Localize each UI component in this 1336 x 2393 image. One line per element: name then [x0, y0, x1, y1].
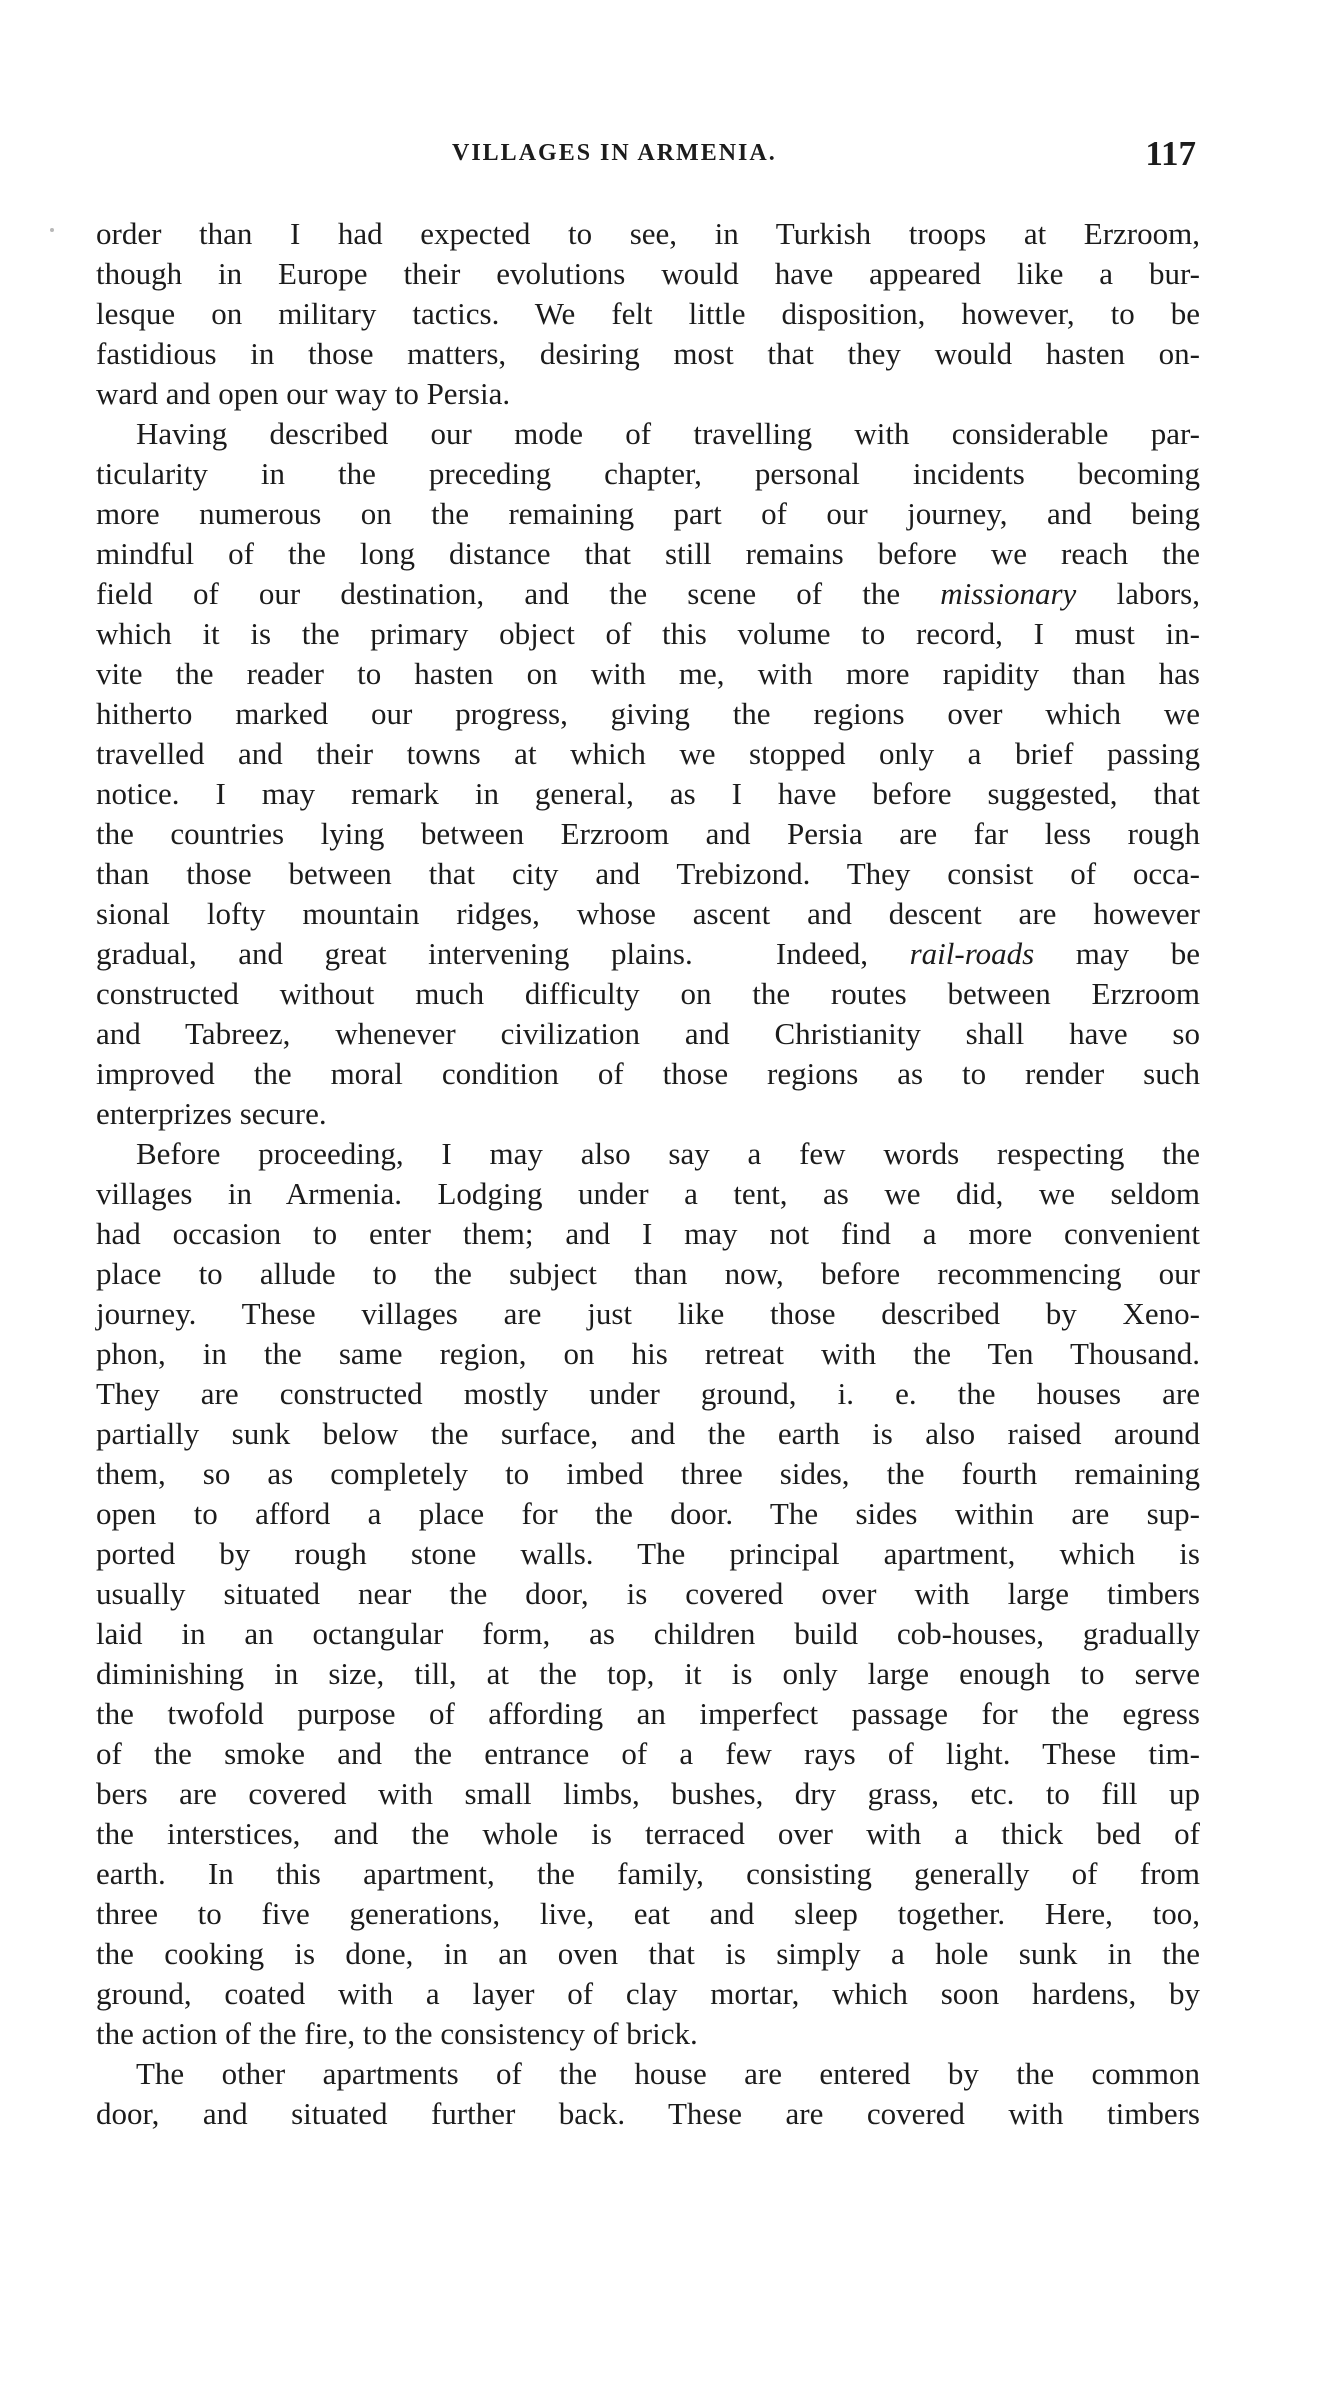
- text-line: than those between that city and Trebizond. They consist of occa-: [96, 856, 1200, 891]
- text-line: open to afford a place for the door. The sides within are sup-: [96, 1496, 1200, 1531]
- text-line: ticularity in the preceding chapter, personal incidents becoming: [96, 456, 1200, 491]
- text-line: Before proceeding, I may also say a few words respecting the: [136, 1136, 1200, 1171]
- text-line: ward and open our way to Persia.: [96, 376, 511, 411]
- text-line: more numerous on the remaining part of our journey, and being: [96, 496, 1200, 531]
- text-line: the twofold purpose of affording an imperfect passage for the egress: [96, 1696, 1200, 1731]
- text-line: ground, coated with a layer of clay mortar, which soon hardens, by: [96, 1976, 1200, 2011]
- text-line: [96, 934, 1200, 974]
- running-title: VILLAGES IN ARMENIA.: [452, 140, 777, 166]
- text-line: constructed without much difficulty on the routes between Erzroom: [96, 976, 1200, 1011]
- text-line: villages in Armenia. Lodging under a tent, as we did, we seldom: [96, 1176, 1200, 1211]
- text-segment: labors,: [1076, 576, 1200, 611]
- text-line: notice. I may remark in general, as I have before suggested, that: [96, 776, 1200, 811]
- text-line: diminishing in size, till, at the top, it is only large enough to serve: [96, 1656, 1200, 1691]
- text-line: They are constructed mostly under ground, i. e. the houses are: [96, 1376, 1200, 1411]
- text-segment: may be: [1034, 936, 1200, 971]
- text-line: sional lofty mountain ridges, whose ascent and descent are however: [96, 896, 1200, 931]
- text-line: Having described our mode of travelling with considerable par-: [136, 416, 1200, 451]
- text-line: ported by rough stone walls. The principal apartment, which is: [96, 1536, 1200, 1571]
- text-line: place to allude to the subject than now, before recommencing our: [96, 1256, 1200, 1291]
- text-line: them, so as completely to imbed three sides, the fourth remaining: [96, 1456, 1200, 1491]
- text-segment: gradual, and great intervening plains. Indeed,: [96, 936, 910, 971]
- text-line: lesque on military tactics. We felt little disposition, however, to be: [96, 296, 1200, 331]
- text-line: usually situated near the door, is covered over with large timbers: [96, 1576, 1200, 1611]
- text-line: the action of the fire, to the consistency of brick.: [96, 2016, 698, 2051]
- text-line: of the smoke and the entrance of a few rays of light. These tim-: [96, 1736, 1200, 1771]
- text-line: the interstices, and the whole is terraced over with a thick bed of: [96, 1816, 1200, 1851]
- text-line: laid in an octangular form, as children build cob-houses, gradually: [96, 1616, 1200, 1651]
- text-line: fastidious in those matters, desiring most that they would hasten on-: [96, 336, 1200, 371]
- text-line: journey. These villages are just like those described by Xeno-: [96, 1296, 1200, 1331]
- text-line: the cooking is done, in an oven that is simply a hole sunk in the: [96, 1936, 1200, 1971]
- text-line: vite the reader to hasten on with me, with more rapidity than has: [96, 656, 1200, 691]
- text-line: order than I had expected to see, in Turkish troops at Erzroom,: [96, 216, 1200, 251]
- text-line: three to five generations, live, eat and sleep together. Here, too,: [96, 1896, 1200, 1931]
- text-line: though in Europe their evolutions would have appeared like a bur-: [96, 256, 1200, 291]
- text-line: hitherto marked our progress, giving the regions over which we: [96, 696, 1200, 731]
- text-line: improved the moral condition of those regions as to render such: [96, 1056, 1200, 1091]
- text-line: partially sunk below the surface, and the earth is also raised around: [96, 1416, 1200, 1451]
- text-line: travelled and their towns at which we stopped only a brief passing: [96, 736, 1200, 771]
- text-line: mindful of the long distance that still remains before we reach the: [96, 536, 1200, 571]
- text-line: phon, in the same region, on his retreat with the Ten Thousand.: [96, 1336, 1200, 1371]
- italic-word: rail-roads: [909, 936, 1035, 971]
- italic-word: missionary: [940, 576, 1077, 611]
- text-line: which it is the primary object of this volume to record, I must in-: [96, 616, 1200, 651]
- margin-speck: [50, 228, 54, 232]
- text-line: the countries lying between Erzroom and Persia are far less rough: [96, 816, 1200, 851]
- text-line: [96, 574, 1200, 614]
- text-segment: field of our destination, and the scene of the: [96, 576, 941, 611]
- text-line: bers are covered with small limbs, bushes, dry grass, etc. to fill up: [96, 1776, 1200, 1811]
- body-text: [96, 214, 1200, 2134]
- text-line: enterprizes secure.: [96, 1096, 327, 1131]
- text-line: door, and situated further back. These are covered with timbers: [96, 2096, 1200, 2131]
- text-line: earth. In this apartment, the family, consisting generally of from: [96, 1856, 1200, 1891]
- text-line: The other apartments of the house are entered by the common: [136, 2056, 1200, 2091]
- page-number: 117: [1145, 134, 1196, 173]
- text-line: had occasion to enter them; and I may not find a more convenient: [96, 1216, 1200, 1251]
- running-head: [96, 134, 1200, 182]
- text-line: and Tabreez, whenever civilization and Christianity shall have so: [96, 1016, 1200, 1051]
